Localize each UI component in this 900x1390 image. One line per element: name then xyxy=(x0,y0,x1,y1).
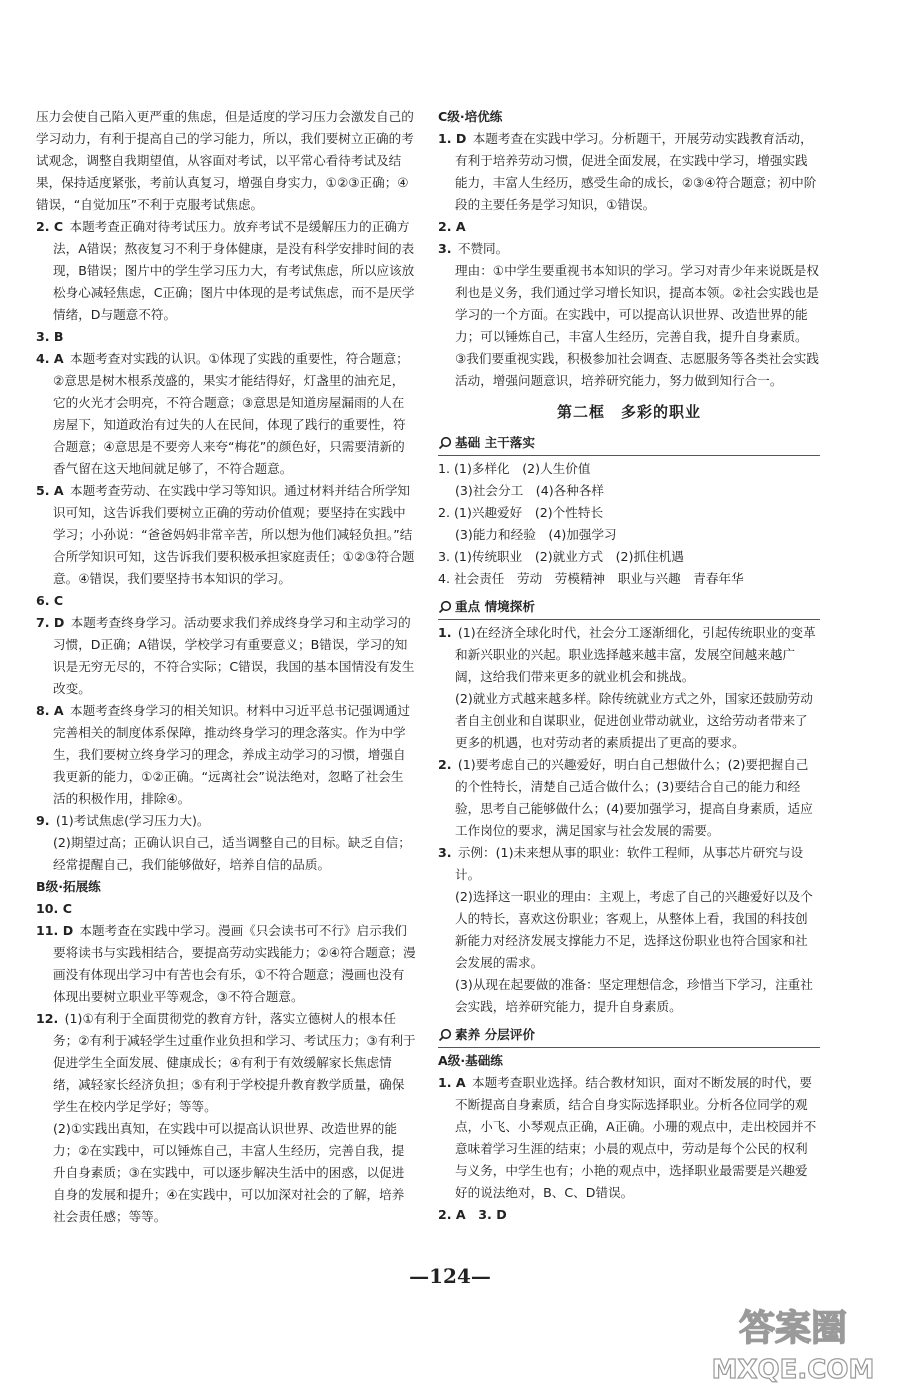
answer-text: 示例：(1)未来想从事的职业：软件工程师，从事芯片研究与设计。 xyxy=(455,845,804,882)
answer-number: 1. xyxy=(438,625,452,640)
answer-number: 2. xyxy=(438,757,452,772)
answer-text: 本题考查终身学习。活动要求我们养成终身学习和主动学习的习惯，D正确；A错误，学校学习有重要意义；B错误，学习的知识是无穷无尽的，不符合实际；C错误，我国的基本国情没有发生改变。 xyxy=(53,615,415,696)
answer-subparagraph: (2)期望过高；正确认识自己，适当调整自己的目标。缺乏自信；经常提醒自己，我们能够做好，培养自信的品质。 xyxy=(53,835,411,872)
right-column xyxy=(438,106,820,1226)
section-header-label: 素养 分层评价 xyxy=(455,1027,535,1042)
answer-number: 3. B xyxy=(36,329,64,344)
page-number: —124— xyxy=(409,1264,491,1288)
answer-item xyxy=(438,622,820,688)
answer-line: 1. (1)多样化 (2)人生价值 xyxy=(438,461,591,476)
answer-number: 12. xyxy=(36,1011,59,1026)
answer-number: 2. C xyxy=(36,219,64,234)
answer-number: 2. A 3. D xyxy=(438,1207,507,1222)
answer-number: 3. xyxy=(438,845,452,860)
answer-item xyxy=(36,920,416,1008)
answer-text: 不赞同。 xyxy=(457,241,509,256)
watermark-logo xyxy=(701,1300,886,1386)
answer-item xyxy=(36,326,416,348)
answer-item xyxy=(438,128,820,216)
answer-number: 8. A xyxy=(36,703,64,718)
answer-number: 1. D xyxy=(438,131,467,146)
answer-text: (1)要考虑自己的兴趣爱好，明白自己想做什么；(2)要把握自己的个性特长，清楚自己适合做什么；(3)要结合自己的能力和经验，思考自己能够做什么；(4)要加强学习，提高自身素质，适应工作岗位的要求，满足国家与社会发展的需要。 xyxy=(455,757,813,838)
answer-item xyxy=(438,238,820,260)
answer-line: 3. (1)传统职业 (2)就业方式 (2)抓住机遇 xyxy=(438,549,684,564)
section-header xyxy=(438,1024,820,1048)
answer-subparagraph: ③我们要重视实践，积极参加社会调查、志愿服务等各类社会实践活动，增强问题意识，培养研究能力，努力做到知行合一。 xyxy=(455,351,819,388)
answer-text: 本题考查终身学习的相关知识。材料中习近平总书记强调通过完善相关的制度体系保障，推动终身学习的理念落实。作为中学生，我们要树立终身学习的理念，养成主动学习的习惯，增强自我更新的能力，①②正确。“远离社会”说法绝对，忽略了社会生活的积极作用，排除④。 xyxy=(53,703,411,806)
answer-number: 6. C xyxy=(36,593,64,608)
answer-text: (1)考试焦虑(学习压力大)。 xyxy=(55,813,210,828)
answer-number: 10. C xyxy=(36,901,72,916)
answer-text: 本题考查劳动、在实践中学习等知识。通过材料并结合所学知识可知，这告诉我们要树立正确的劳动价值观；要坚持在实践中学习；小孙说：“爸爸妈妈非常辛苦，所以想为他们减轻负担。”结合所学知识可知，这告诉我们要积极承担家庭责任；①②③符合题意。④错误，我们要坚持书本知识的学习。 xyxy=(53,483,415,586)
answer-subparagraph: (2)选择这一职业的理由：主观上，考虑了自己的兴趣爱好以及个人的特长，喜欢这份职业；客观上，从整体上看，我国的科技创新能力对经济发展支撑能力不足，选择这份职业也符合国家和社会发展的需求。 xyxy=(455,889,813,970)
section-header-label: 重点 情境探析 xyxy=(455,599,535,614)
answer-item xyxy=(36,348,416,480)
section-header-label: 基础 主干落实 xyxy=(455,435,535,450)
left-column xyxy=(36,106,416,1228)
answer-number: 11. D xyxy=(36,923,74,938)
answer-item xyxy=(438,842,820,886)
section-header xyxy=(438,596,820,620)
answer-text: 本题考查在实践中学习。漫画《只会读书可不行》启示我们要将读书与实践相结合，要提高劳动实践能力；②④符合题意；漫画没有体现出学习中有苦也会有乐，①不符合题意；漫画也没有体现出要树立职业平等观念，③不符合题意。 xyxy=(53,923,416,1004)
answer-item xyxy=(36,612,416,700)
answer-number: 1. A xyxy=(438,1075,466,1090)
magnifier-icon xyxy=(438,1028,452,1042)
answer-number: 4. A xyxy=(36,351,64,366)
answer-subparagraph: 理由：①中学生要重视书本知识的学习。学习对青少年来说既是权利也是义务，我们通过学习增长知识，提高本领。②社会实践也是学习的一个方面。在实践中，可以提高认识世界、改造世界的能力；可以锤炼自己，丰富人生经历，完善自我，提升自身素质。 xyxy=(455,263,819,344)
answer-number: 3. xyxy=(438,241,452,256)
answer-item xyxy=(438,754,820,842)
level-heading: B级·拓展练 xyxy=(36,879,101,894)
answer-item xyxy=(438,216,820,238)
section-header xyxy=(438,432,820,456)
answer-number: 9. xyxy=(36,813,50,828)
watermark-line1: 答案圈 xyxy=(738,1308,848,1349)
magnifier-icon xyxy=(438,600,452,614)
answer-item xyxy=(36,700,416,810)
answer-number: 7. D xyxy=(36,615,65,630)
answer-item xyxy=(36,480,416,590)
answer-text: 本题考查正确对待考试压力。放弃考试不是缓解压力的正确方法，A错误；熬夜复习不利于身体健康，是没有科学安排时间的表现，B错误；图片中的学生学习压力大，有考试焦虑，所以应该放松身心减轻焦虑，C正确；图片中体现的是考试焦虑，而不是厌学情绪，D与题意不符。 xyxy=(53,219,415,322)
answer-item xyxy=(438,1072,820,1204)
section-title: 第二框 多彩的职业 xyxy=(556,403,701,421)
answer-item xyxy=(36,1008,416,1118)
answer-text: (1)在经济全球化时代，社会分工逐渐细化，引起传统职业的变革和新兴职业的兴起。职业选择越来越丰富，发展空间越来越广阔，这给我们带来更多的就业机会和挑战。 xyxy=(455,625,816,684)
answer-subparagraph: (2)①实践出真知，在实践中可以提高认识世界、改造世界的能力；②在实践中，可以锤炼自己，丰富人生经历，完善自我，提升自身素质；③在实践中，可以逐步解决生活中的困惑，以促进自身的发展和提升；④在实践中，可以加深对社会的了解，培养社会责任感；等等。 xyxy=(53,1121,405,1224)
watermark-line2: MXQE.COM xyxy=(711,1355,875,1385)
answer-item xyxy=(36,810,416,832)
level-heading: C级·培优练 xyxy=(438,109,503,124)
answer-subparagraph: (2)就业方式越来越多样。除传统就业方式之外，国家还鼓励劳动者自主创业和自谋职业，促进创业带动就业，这给劳动者带来了更多的机遇，也对劳动者的素质提出了更高的要求。 xyxy=(455,691,813,750)
answer-subparagraph: (3)社会分工 (4)各种各样 xyxy=(455,483,605,498)
answer-number: 2. A xyxy=(438,219,466,234)
answer-item xyxy=(438,1204,820,1226)
answer-text: 本题考查在实践中学习。分析题干，开展劳动实践教育活动，有利于培养劳动习惯，促进全面发展，在实践中学习，增强实践能力，丰富人生经历，感受生命的成长，②③④符合题意；初中阶段的主要任务是学习知识，①错误。 xyxy=(455,131,817,212)
answer-text: 本题考查对实践的认识。①体现了实践的重要性，符合题意；②意思是树木根系茂盛的，果实才能结得好，灯盏里的油充足，它的火光才会明亮，不符合题意；③意思是知道房屋漏雨的人在房屋下，知道政治有过失的人在民间，体现了践行的重要性，符合题意；④意思是不要旁人来夸“梅花”的颜色好，只需要清新的香气留在这天地间就足够了，不符合题意。 xyxy=(53,351,409,476)
answer-text: (1)①有利于全面贯彻党的教育方针，落实立德树人的根本任务；②有利于减轻学生过重作业负担和学习、考试压力；③有利于促进学生全面发展、健康成长；④有利于有效缓解家长焦虑情绪，减轻家长经济负担；⑤有利于学校提升教育教学质量，确保学生在校内学足学好；等等。 xyxy=(53,1011,416,1114)
level-heading: A级·基础练 xyxy=(438,1053,503,1068)
answer-text: 本题考查职业选择。结合教材知识，面对不断发展的时代，要不断提高自身素质，结合自身实际选择职业。分析各位同学的观点，小飞、小琴观点正确，A正确。小珊的观点中，走出校园并不意味着学习生涯的结束；小晨的观点中，劳动是每个公民的权利与义务，中学生也有；小艳的观点中，选择职业最需要是兴趣爱好的说法绝对，B、C、D错误。 xyxy=(455,1075,817,1200)
answer-line: 2. (1)兴趣爱好 (2)个性特长 xyxy=(438,505,604,520)
answer-subparagraph: (3)能力和经验 (4)加强学习 xyxy=(455,527,617,542)
answer-line: 4. 社会责任 劳动 劳模精神 职业与兴趣 青春年华 xyxy=(438,571,744,586)
continued-paragraph: 压力会使自己陷入更严重的焦虑，但是适度的学习压力会激发自己的学习动力，有利于提高自己的学习能力，所以，我们要树立正确的考试观念，调整自我期望值，从容面对考试，以平常心看待考试及结果，保持适度紧张，考前认真复习，增强自身实力，①②③正确；④错误，“自觉加压”不利于克服考试焦虑。 xyxy=(36,109,414,212)
magnifier-icon xyxy=(438,436,452,450)
answer-item xyxy=(36,216,416,326)
answer-item xyxy=(36,898,416,920)
answer-subparagraph: (3)从现在起要做的准备：坚定理想信念，珍惜当下学习，注重社会实践，培养研究能力，提升自身素质。 xyxy=(455,977,813,1014)
answer-number: 5. A xyxy=(36,483,64,498)
answer-item xyxy=(36,590,416,612)
